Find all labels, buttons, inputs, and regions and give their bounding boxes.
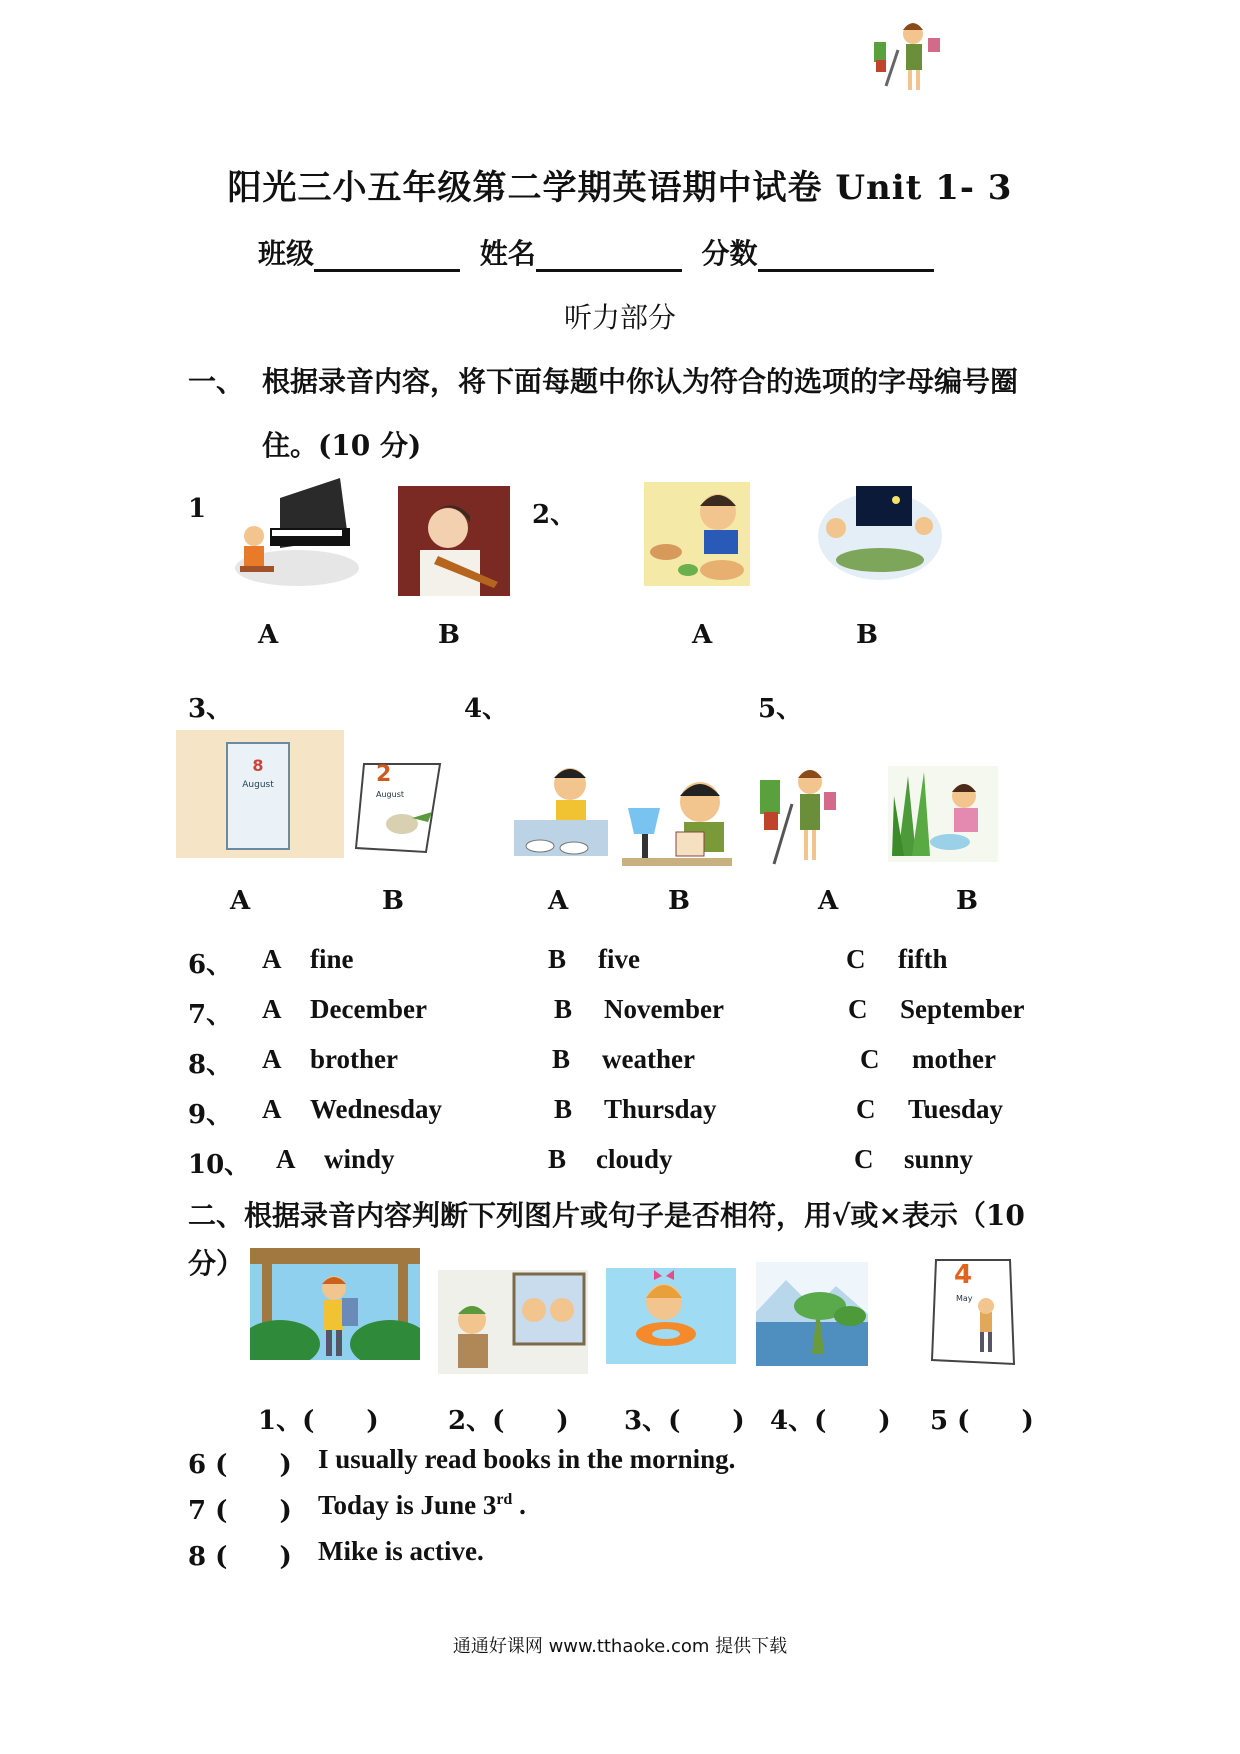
score-field[interactable] [758, 241, 934, 272]
calendar-page-2-image [354, 760, 444, 856]
q9-option-a-letter[interactable]: A [262, 1094, 282, 1124]
family-window-image [438, 1270, 588, 1374]
calendar-month-3: May [956, 1294, 973, 1303]
q9-option-a[interactable]: Wednesday [310, 1094, 443, 1124]
q2-number: 2、 [532, 500, 577, 530]
picture-answer-2[interactable]: 2、( ) [448, 1406, 569, 1436]
q3-number: 3、 [188, 694, 233, 724]
sentence-7-text [318, 1490, 526, 1521]
girl-watering-plant-image [888, 766, 998, 862]
picture-answer-3[interactable]: 3、( ) [624, 1406, 745, 1436]
listening-subtitle: 听力部分 [563, 301, 676, 334]
q6-option-a-letter[interactable]: A [262, 944, 282, 974]
q2-label-a: A [692, 620, 713, 650]
sentence-7-ordinal-suffix: rd [496, 1491, 513, 1508]
section1-number: 一、 [188, 365, 245, 398]
girl-sweeping-image [868, 20, 948, 98]
picture-answer-1[interactable]: 1、( ) [258, 1406, 379, 1436]
section1-instruction-2: 住。(10 分) [262, 429, 422, 462]
q6-option-b-letter[interactable]: B [548, 944, 567, 974]
q5-label-b: B [956, 886, 978, 916]
girl-swimming-image [606, 1268, 736, 1364]
rainy-calendar-image [176, 730, 344, 858]
q8-row [0, 1044, 1240, 1084]
q10-option-b-letter[interactable]: B [548, 1144, 567, 1174]
q7-row [0, 994, 1240, 1034]
calendar-page-1 [226, 742, 290, 850]
sentence-6-text: I usually read books in the morning. [318, 1444, 736, 1474]
sentence-7-row [0, 1490, 1240, 1530]
piano-image [230, 478, 364, 588]
sentence-7-text-end: . [512, 1490, 526, 1520]
river-trees-image [756, 1262, 868, 1366]
may-calendar-image [928, 1256, 1020, 1368]
calendar-month-1: August [242, 780, 274, 790]
class-label: 班级 [258, 237, 315, 270]
calendar-day-3: 4 [954, 1260, 973, 1290]
picture-answer-5[interactable]: 5 ( ) [930, 1406, 1034, 1436]
section1-instruction-1: 根据录音内容，将下面每题中你认为符合的选项的字母编号圈 [262, 365, 1019, 398]
q1-label-b: B [438, 620, 460, 650]
q6-option-b[interactable]: five [598, 944, 640, 974]
student-info-line [258, 232, 934, 272]
exam-title: 阳光三小五年级第二学期英语期中试卷 Unit 1- 3 [227, 168, 1013, 208]
q7-option-c-letter[interactable]: C [848, 994, 868, 1024]
family-dinner-night-image [816, 482, 944, 582]
q7-number: 7、 [188, 1000, 233, 1030]
q3-label-b: B [382, 886, 404, 916]
q7-option-a[interactable]: December [310, 994, 427, 1024]
violin-girl-image [398, 486, 510, 596]
q6-number: 6、 [188, 950, 233, 980]
q10-option-c-letter[interactable]: C [854, 1144, 874, 1174]
q8-option-b[interactable]: weather [602, 1044, 695, 1074]
q3-label-a: A [230, 886, 251, 916]
q9-row [0, 1094, 1240, 1134]
footer-source: 通通好课网 www.tthaoke.com 提供下载 [452, 1636, 788, 1657]
sentence-8-text: Mike is active. [318, 1536, 484, 1566]
boy-eating-image [644, 482, 750, 586]
boy-washing-dishes-image [512, 764, 612, 866]
q7-option-b[interactable]: November [604, 994, 724, 1024]
q4-label-b: B [668, 886, 690, 916]
boy-reading-book-image [620, 772, 738, 874]
name-label: 姓名 [479, 237, 536, 270]
q9-option-b[interactable]: Thursday [604, 1094, 717, 1124]
sentence-8-answer[interactable]: 8 ( ) [188, 1542, 292, 1572]
q8-option-a[interactable]: brother [310, 1044, 398, 1074]
q7-option-c[interactable]: September [900, 994, 1025, 1024]
q8-number: 8、 [188, 1050, 233, 1080]
q10-option-b[interactable]: cloudy [596, 1144, 673, 1174]
picture-answer-4[interactable]: 4、( ) [770, 1406, 891, 1436]
q8-option-c-letter[interactable]: C [860, 1044, 880, 1074]
q9-option-c-letter[interactable]: C [856, 1094, 876, 1124]
sentence-8-row [0, 1536, 1240, 1576]
q7-option-a-letter[interactable]: A [262, 994, 282, 1024]
q1-label-a: A [258, 620, 279, 650]
q5-label-a: A [818, 886, 839, 916]
q8-option-c[interactable]: mother [912, 1044, 996, 1074]
q5-number: 5、 [758, 694, 803, 724]
q9-option-b-letter[interactable]: B [554, 1094, 573, 1124]
q1-number: 1 [188, 494, 207, 524]
q7-option-b-letter[interactable]: B [554, 994, 573, 1024]
q6-option-c[interactable]: fifth [898, 944, 948, 974]
q6-row [0, 944, 1240, 984]
score-label: 分数 [701, 237, 758, 270]
q10-row [0, 1144, 1240, 1184]
q6-option-c-letter[interactable]: C [846, 944, 866, 974]
boy-hiking-image [250, 1248, 420, 1360]
q10-option-c[interactable]: sunny [904, 1144, 974, 1174]
calendar-day-2: 2 [376, 762, 392, 787]
q10-number: 10、 [188, 1150, 251, 1180]
q9-option-c[interactable]: Tuesday [908, 1094, 1004, 1124]
q8-option-a-letter[interactable]: A [262, 1044, 282, 1074]
calendar-day-1: 8 [252, 756, 264, 775]
section2-instruction-1: 二、根据录音内容判断下列图片或句子是否相符，用√或×表示（10 [188, 1199, 1025, 1232]
girl-sweeping-floor-image [758, 764, 844, 874]
q9-number: 9、 [188, 1100, 233, 1130]
sentence-6-answer[interactable]: 6 ( ) [188, 1450, 292, 1480]
sentence-6-row [0, 1444, 1240, 1484]
sentence-7-text-main: Today is June 3 [318, 1490, 497, 1520]
q6-option-a[interactable]: fine [310, 944, 354, 974]
q10-option-a-letter[interactable]: A [276, 1144, 296, 1174]
name-field[interactable] [536, 241, 682, 272]
q2-label-b: B [856, 620, 878, 650]
q4-label-a: A [548, 886, 569, 916]
q8-option-b-letter[interactable]: B [552, 1044, 571, 1074]
q10-option-a[interactable]: windy [324, 1144, 395, 1174]
sentence-7-answer[interactable]: 7 ( ) [188, 1496, 292, 1526]
q4-number: 4、 [464, 694, 509, 724]
section2-instruction-2: 分） [188, 1247, 245, 1280]
calendar-month-2: August [376, 790, 404, 799]
picture-answer-row [0, 1400, 1240, 1440]
class-field[interactable] [314, 241, 460, 272]
